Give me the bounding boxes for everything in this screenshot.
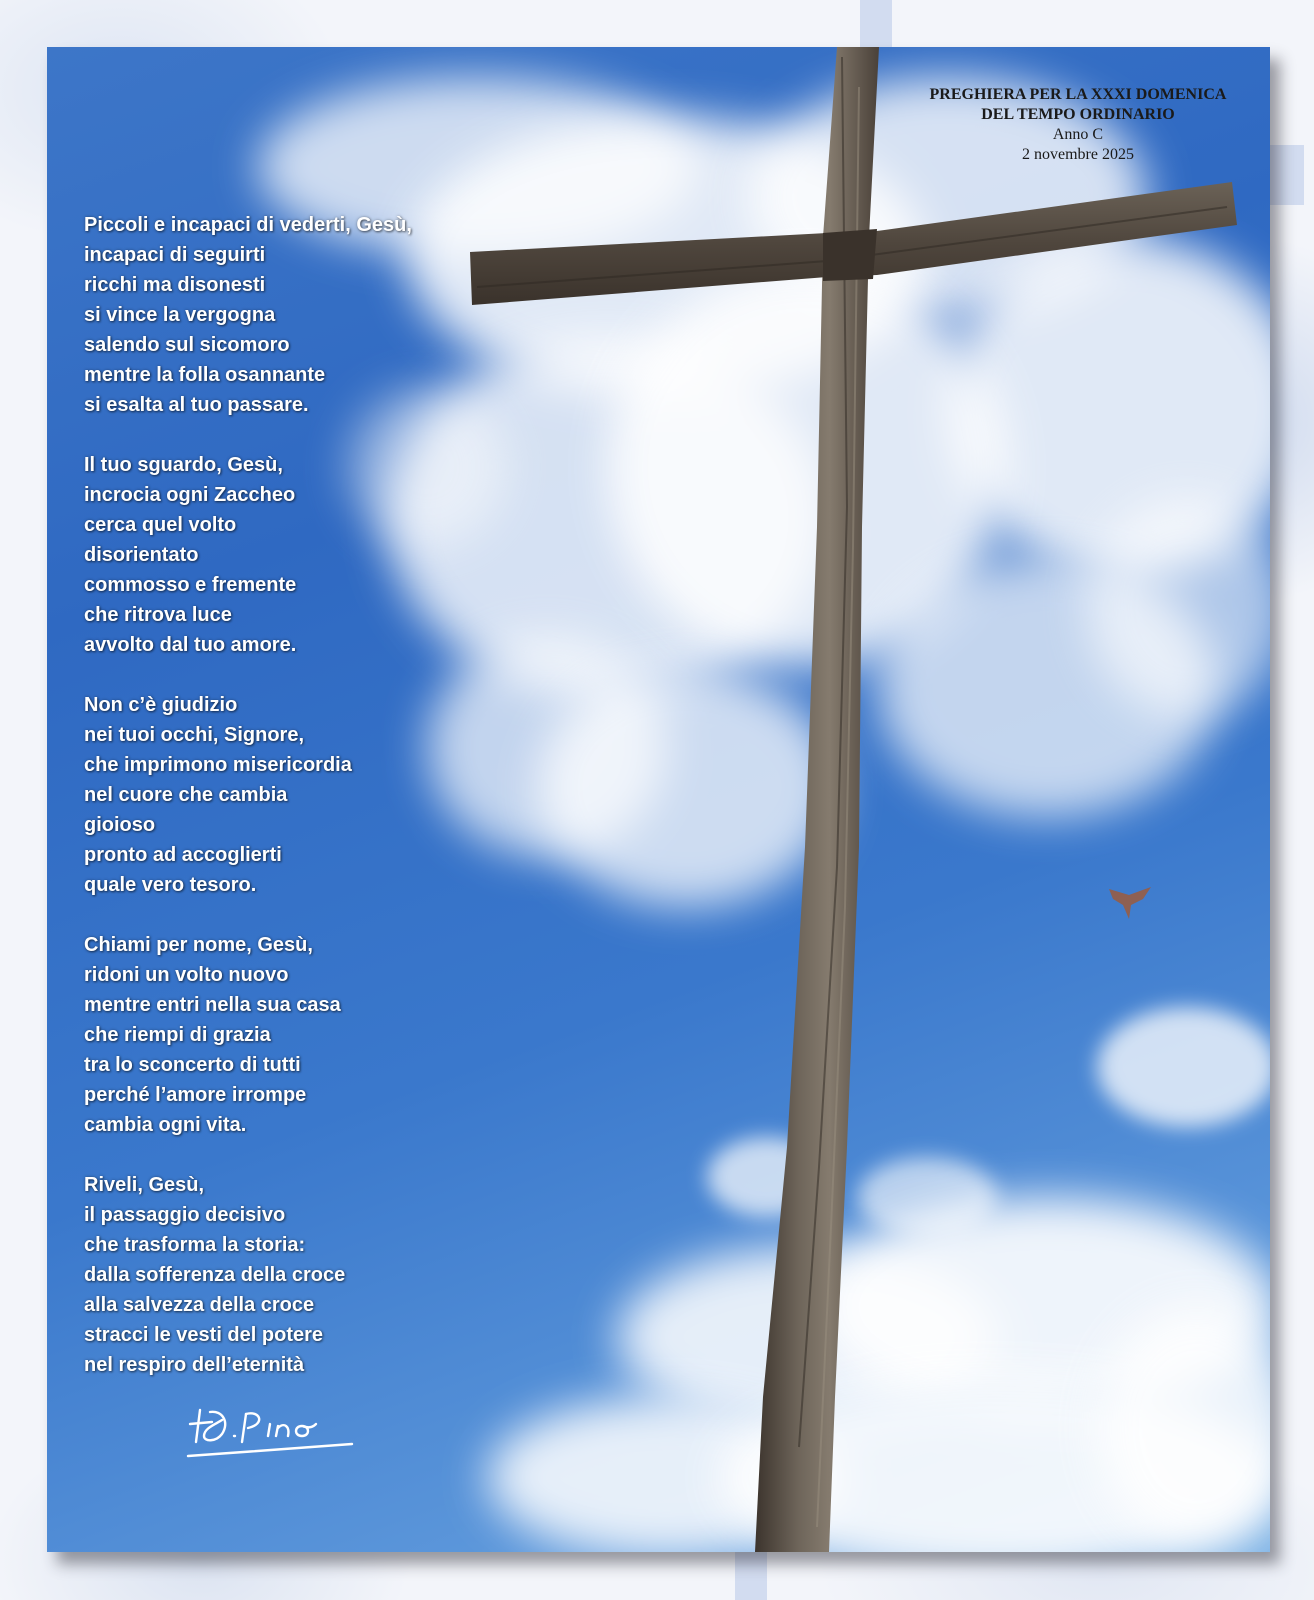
poem-line: Riveli, Gesù, [84,1174,205,1196]
poem-line: che ritrova luce [84,604,232,626]
poem-line: il passaggio decisivo [84,1204,286,1226]
prayer-card [47,47,1270,1552]
poem-line: che riempi di grazia [84,1024,271,1046]
poem-line: mentre la folla osannante [84,364,326,386]
poem-line: perché l’amore irrompe [84,1084,307,1106]
bird-in-flight [1109,887,1151,919]
poem-line: salendo sul sicomoro [84,334,290,356]
poem-stanza [84,450,504,660]
prayer-date: 2 novembre 2025 [1022,146,1134,163]
handwritten-signature [182,1402,362,1472]
poem-stanza [84,930,504,1140]
poem-line: disorientato [84,544,199,566]
poem-line: gioioso [84,814,156,836]
poem-line: quale vero tesoro. [84,874,257,896]
header-title-line-1: PREGHIERA PER LA XXXI DOMENICA [929,86,1227,103]
poem-line: mentre entri nella sua casa [84,994,341,1016]
poem-line: avvolto dal tuo amore. [84,634,297,656]
poem-line: cambia ogni vita. [84,1114,247,1136]
poem-stanza [84,210,504,420]
poem-line: commosso e fremente [84,574,297,596]
frame-accent-right [1268,145,1304,205]
poem-line: incapaci di seguirti [84,244,266,266]
poem-line: incrocia ogni Zaccheo [84,484,296,506]
frame-accent-bottom [735,1545,767,1600]
poem-line: che trasforma la storia: [84,1234,306,1256]
poem-line: dalla sofferenza della croce [84,1264,346,1286]
poem-line: che imprimono misericordia [84,754,352,776]
poem-line: ricchi ma disonesti [84,274,266,296]
prayer-header [898,85,1258,165]
prayer-poem [84,210,504,1410]
poem-line: pronto ad accoglierti [84,844,282,866]
poem-stanza [84,690,504,900]
poem-line: Il tuo sguardo, Gesù, [84,454,283,476]
poem-line: tra lo sconcerto di tutti [84,1054,301,1076]
poem-line: nel cuore che cambia [84,784,288,806]
poem-stanza [84,1170,504,1380]
poem-line: Non c’è giudizio [84,694,238,716]
poem-line: stracci le vesti del potere [84,1324,324,1346]
poem-line: nei tuoi occhi, Signore, [84,724,305,746]
poem-line: ridoni un volto nuovo [84,964,289,986]
poem-line: cerca quel volto [84,514,237,536]
poem-line: alla salvezza della croce [84,1294,315,1316]
poem-line: nel respiro dell’eternità [84,1354,305,1376]
poem-line: Chiami per nome, Gesù, [84,934,313,956]
liturgical-year: Anno C [1052,126,1104,143]
poem-line: si vince la vergogna [84,304,276,326]
header-title-line-2: DEL TEMPO ORDINARIO [981,106,1175,123]
poem-line: Piccoli e incapaci di vederti, Gesù, [84,214,412,236]
poem-line: si esalta al tuo passare. [84,394,309,416]
